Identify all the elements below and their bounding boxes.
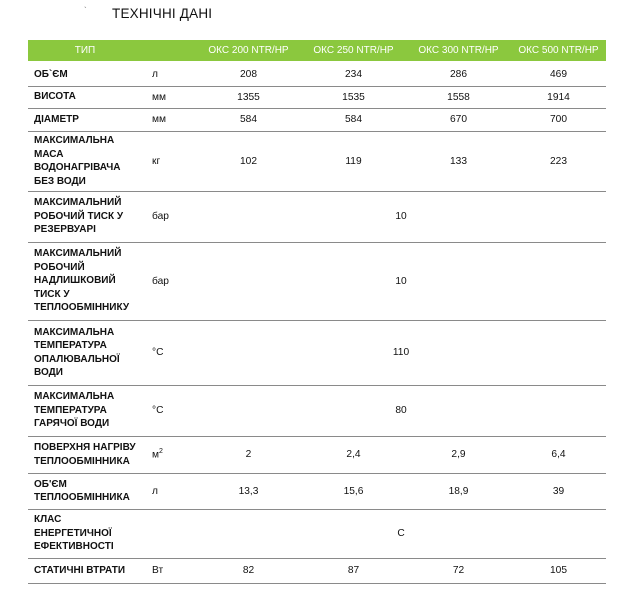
merged-value: 10 [196,242,606,320]
row-label: МАКСИМАЛЬНИЙ РОБОЧИЙ НАДЛИШКОВИЙ ТИСК У ТЕПЛООБМІННИКУ [28,242,142,320]
row-unit: °C [142,320,196,385]
header-type: ТИП [28,40,142,62]
row-unit: мм [142,86,196,108]
unit-superscript: 2 [159,448,163,456]
row-label: КЛАС ЕНЕРГЕТИЧНОЇ ЕФЕКТИВНОСТІ [28,509,142,558]
row-label: ОБ`ЄМ [28,62,142,86]
row-label: ОБ'ЄМ ТЕПЛООБМІННИКА [28,473,142,509]
merged-value: C [196,509,606,558]
header-unit [142,40,196,62]
row-label: МАКСИМАЛЬНА ТЕМПЕРАТУРА ГАРЯЧОЇ ВОДИ [28,385,142,436]
row-label: МАКСИМАЛЬНА МАСА ВОДОНАГРІВАЧА БЕЗ ВОДИ [28,131,142,191]
cell-value: 700 [511,108,606,131]
table-header-row [28,40,606,62]
cell-value: 234 [301,62,406,86]
header-model-1: ОКС 200 NTR/HP [196,40,301,62]
unit-base: м [152,449,160,461]
header-model-3: ОКС 300 NTR/HP [406,40,511,62]
row-label: ДІАМЕТР [28,108,142,131]
table-row [28,509,606,558]
row-unit: л [142,62,196,86]
cell-value: 15,6 [301,473,406,509]
cell-value: 286 [406,62,511,86]
table-row [28,473,606,509]
cell-value: 1355 [196,86,301,108]
cell-value: 670 [406,108,511,131]
table-row [28,242,606,320]
row-unit: Вт [142,558,196,583]
cell-value: 2 [196,436,301,473]
table-row [28,320,606,385]
row-label: СТАТИЧНІ ВТРАТИ [28,558,142,583]
cell-value: 1914 [511,86,606,108]
cell-value: 1558 [406,86,511,108]
header-model-2: ОКС 250 NTR/HP [301,40,406,62]
cell-value: 133 [406,131,511,191]
row-unit: бар [142,191,196,242]
cell-value: 223 [511,131,606,191]
cell-value: 1535 [301,86,406,108]
header-model-4: ОКС 500 NTR/HP [511,40,606,62]
table-row [28,558,606,583]
technical-data-table [28,40,606,584]
row-unit: мм [142,108,196,131]
cell-value: 584 [196,108,301,131]
cell-value: 6,4 [511,436,606,473]
cell-value: 208 [196,62,301,86]
merged-value: 80 [196,385,606,436]
decorative-tick: ` [84,6,87,15]
row-unit: °C [142,385,196,436]
table-row [28,191,606,242]
row-unit [142,509,196,558]
row-label: ВИСОТА [28,86,142,108]
table-row [28,131,606,191]
page-title: ТЕХНІЧНІ ДАНІ [112,6,213,21]
table-row [28,385,606,436]
row-unit: л [142,473,196,509]
cell-value: 105 [511,558,606,583]
cell-value: 102 [196,131,301,191]
table-row [28,62,606,86]
cell-value: 39 [511,473,606,509]
cell-value: 13,3 [196,473,301,509]
table-row [28,436,606,473]
merged-value: 10 [196,191,606,242]
cell-value: 2,4 [301,436,406,473]
cell-value: 119 [301,131,406,191]
cell-value: 87 [301,558,406,583]
cell-value: 584 [301,108,406,131]
row-label: МАКСИМАЛЬНА ТЕМПЕРАТУРА ОПАЛЮВАЛЬНОЇ ВОДИ [28,320,142,385]
merged-value: 110 [196,320,606,385]
cell-value: 82 [196,558,301,583]
table-row [28,108,606,131]
table-row [28,86,606,108]
row-unit: кг [142,131,196,191]
cell-value: 469 [511,62,606,86]
cell-value: 18,9 [406,473,511,509]
cell-value: 72 [406,558,511,583]
row-unit: бар [142,242,196,320]
row-label: МАКСИМАЛЬНИЙ РОБОЧИЙ ТИСК У РЕЗЕРВУАРІ [28,191,142,242]
row-label: ПОВЕРХНЯ НАГРІВУ ТЕПЛООБМІННИКА [28,436,142,473]
row-unit [142,436,196,473]
cell-value: 2,9 [406,436,511,473]
